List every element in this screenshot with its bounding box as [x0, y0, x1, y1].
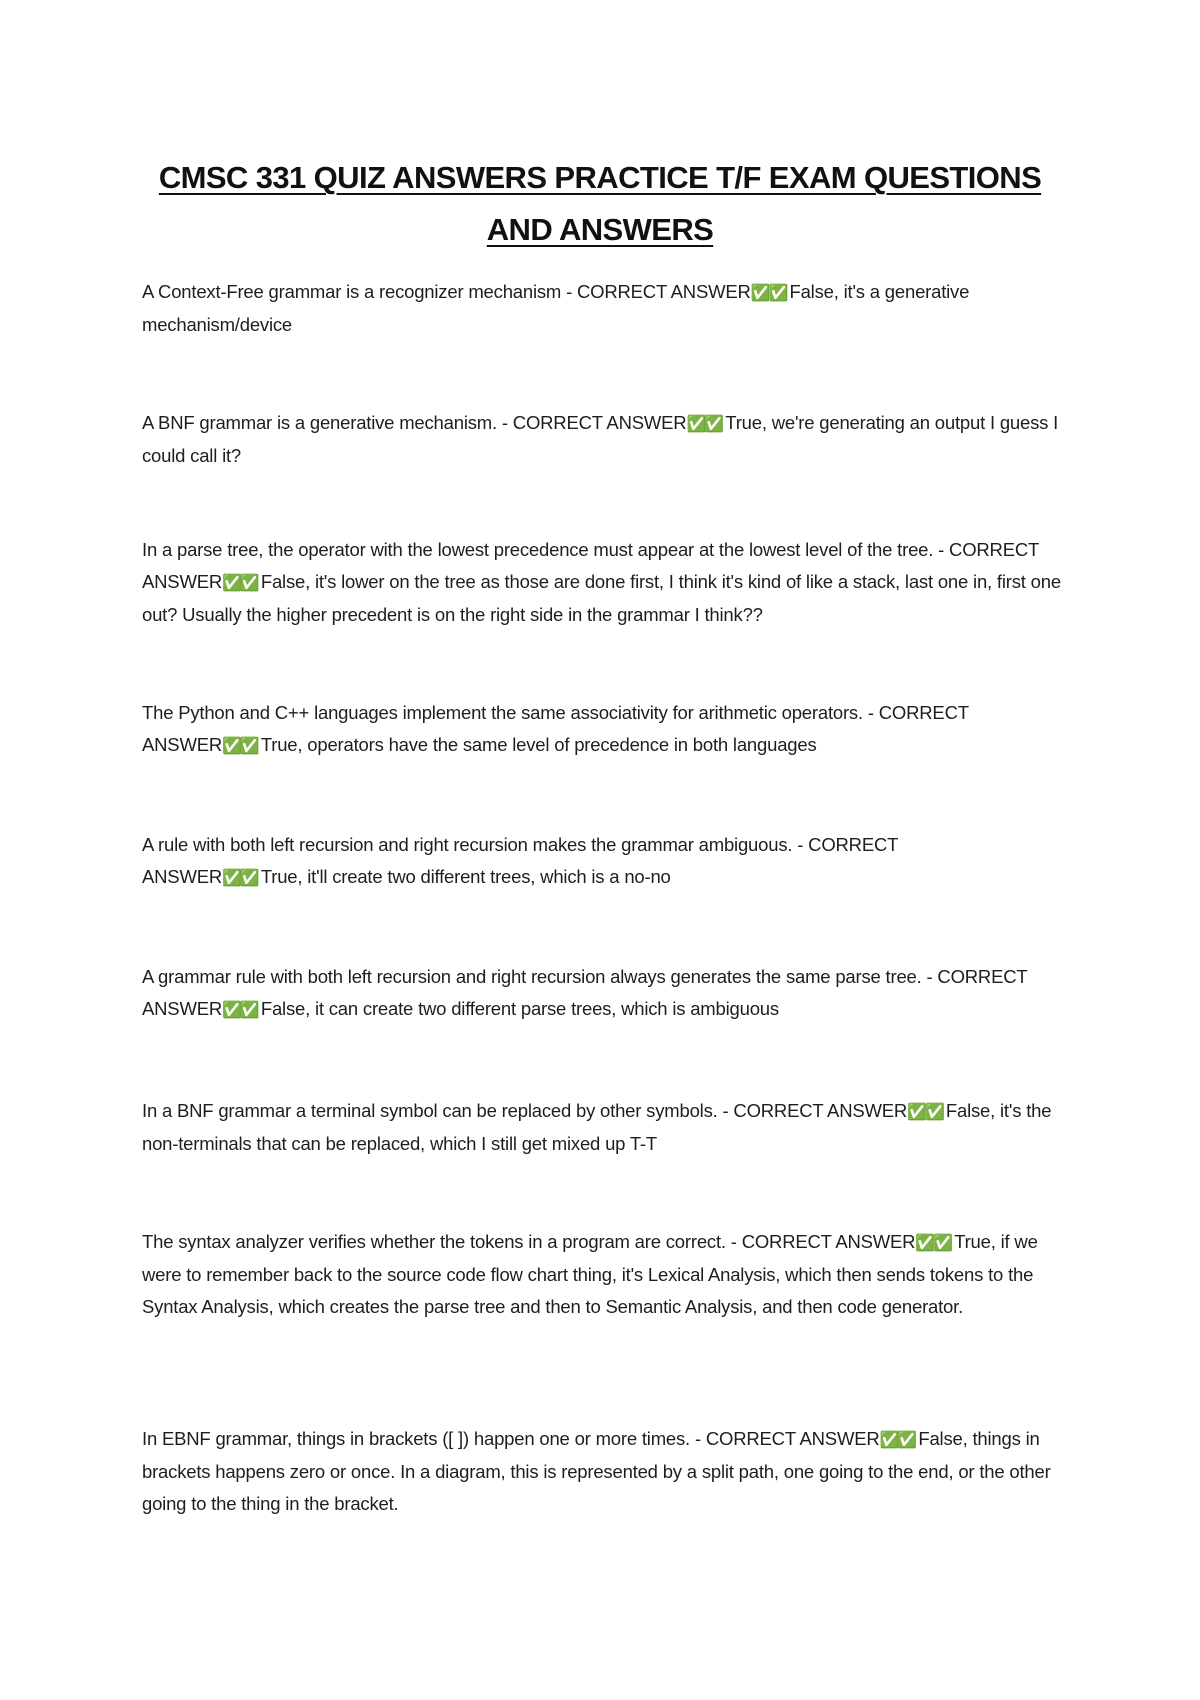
correct-answer-label: CORRECT ANSWER	[142, 702, 969, 755]
separator: -	[561, 281, 577, 302]
question-text: A BNF grammar is a generative mechanism.	[142, 412, 497, 433]
check-mark-icon: ✅✅	[222, 573, 258, 592]
answer-text: False, it can create two different parse trees, which is ambiguous	[260, 998, 779, 1019]
separator: -	[921, 966, 938, 987]
correct-answer-label: CORRECT ANSWER	[741, 1231, 916, 1252]
separator: -	[496, 412, 513, 433]
correct-answer-label: CORRECT ANSWER	[705, 1428, 880, 1449]
question-text: A grammar rule with both left recursion and right recursion always generates the same parse tree.	[142, 966, 922, 987]
answer-text: True, it'll create two different trees, which is a no-no	[260, 866, 671, 887]
check-mark-icon: ✅✅	[686, 414, 723, 433]
separator: -	[933, 539, 950, 560]
qa-item-7	[142, 1095, 1062, 1160]
correct-answer-label: CORRECT ANSWER	[142, 834, 898, 887]
question-text: A Context-Free grammar is a recognizer mechanism	[142, 281, 562, 302]
question-text: In a BNF grammar a terminal symbol can be replaced by other symbols.	[142, 1100, 718, 1121]
qa-item-1	[142, 276, 1062, 341]
answer-text: True, if we were to remember back to the source code flow chart thing, it's Lexical Analysis, which then sends tokens to the Syntax Analysis, which creates the parse tree and then to Semantic Analysis, and then code generator.	[142, 1231, 1038, 1317]
question-text: The syntax analyzer verifies whether the tokens in a program are correct.	[142, 1231, 726, 1252]
correct-answer-label: CORRECT ANSWER	[512, 412, 687, 433]
question-text: A rule with both left recursion and right recursion makes the grammar ambiguous.	[142, 834, 793, 855]
qa-item-4	[142, 697, 1062, 762]
answer-text: False, it's a generative mechanism/device	[142, 281, 970, 335]
correct-answer-label: CORRECT ANSWER	[733, 1100, 908, 1121]
check-mark-icon: ✅✅	[222, 1000, 258, 1019]
question-text: The Python and C++ languages implement the same associativity for arithmetic operators.	[142, 702, 863, 723]
qa-item-5	[142, 829, 1062, 894]
answer-text: True, operators have the same level of precedence in both languages	[260, 734, 817, 755]
separator: -	[717, 1100, 734, 1121]
qa-item-6	[142, 961, 1062, 1026]
answer-text: False, it's lower on the tree as those are done first, I think it's kind of like a stack, last one in, first one out? Usually the higher precedent is on the right side in the grammar I think??	[142, 571, 1061, 625]
answer-text: False, it's the non-terminals that can be replaced, which I still get mixed up T-T	[142, 1100, 1052, 1154]
check-mark-icon: ✅✅	[222, 868, 258, 887]
check-mark-icon: ✅✅	[915, 1233, 952, 1252]
separator: -	[862, 702, 879, 723]
answer-text: False, things in brackets happens zero or once. In a diagram, this is represented by a split path, one going to the end, or the other going to the thing in the bracket.	[142, 1428, 1051, 1514]
check-mark-icon: ✅✅	[750, 283, 787, 302]
separator: -	[725, 1231, 742, 1252]
check-mark-icon: ✅✅	[879, 1430, 916, 1449]
qa-item-2	[142, 407, 1062, 472]
document-title: CMSC 331 QUIZ ANSWERS PRACTICE T/F EXAM QUESTIONS AND ANSWERS	[158, 160, 1042, 247]
separator: -	[690, 1428, 706, 1449]
separator: -	[792, 834, 809, 855]
qa-item-8	[142, 1226, 1062, 1323]
check-mark-icon: ✅✅	[907, 1102, 943, 1121]
qa-item-9	[142, 1423, 1062, 1520]
question-text: In EBNF grammar, things in brackets ([ ]) happen one or more times.	[142, 1428, 690, 1449]
question-text: In a parse tree, the operator with the lowest precedence must appear at the lowest level of the tree.	[142, 539, 934, 560]
answer-text: True, we're generating an output I guess I could call it?	[142, 412, 1059, 466]
correct-answer-label: CORRECT ANSWER	[142, 966, 1028, 1019]
check-mark-icon: ✅✅	[222, 736, 258, 755]
qa-item-3	[142, 534, 1062, 631]
correct-answer-label: CORRECT ANSWER	[142, 539, 1039, 592]
correct-answer-label: CORRECT ANSWER	[576, 281, 751, 302]
